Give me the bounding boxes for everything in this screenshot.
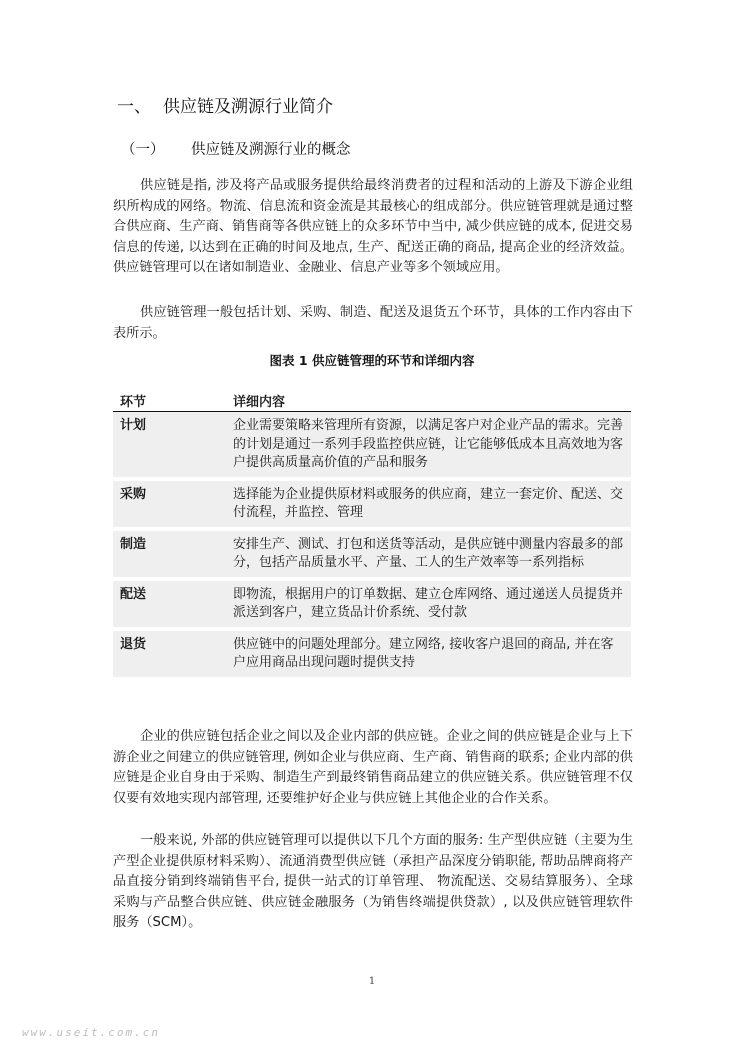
column-header-stage: 环节 [113, 389, 226, 412]
stage-cell: 退货 [113, 631, 226, 677]
page-number: 1 [368, 976, 376, 987]
table-caption: 图表 1 供应链管理的环节和详细内容 [269, 353, 475, 368]
watermark-text: www.useit.com.cn [22, 1026, 160, 1039]
section-number: 一、 [117, 97, 151, 117]
subsection-heading [121, 138, 351, 159]
column-header-detail: 详细内容 [226, 389, 631, 412]
section-title: 供应链及溯源行业简介 [163, 97, 333, 117]
stage-cell: 配送 [113, 581, 226, 627]
stage-cell: 采购 [113, 481, 226, 527]
paragraph-services: 一般来说, 外部的供应链管理可以提供以下几个方面的服务: 生产型供应链（主要为生产型企业提供原材料采购）、流通消费型供应链（承担产品深度分销职能, 帮助品牌商将产品直接分销到终端销售平台, 提供一站式的订单管理、 物流配送、交易结算服务）、全球采购与产品整合供应链、供应链金融服务（为销售终端提供贷款）, 以及供应链管理软件服务（SCM）。 [113, 833, 633, 931]
table-header-row [113, 389, 631, 412]
subsection-number: （一） [121, 142, 165, 158]
stage-cell: 计划 [113, 412, 226, 477]
section-heading [117, 92, 333, 117]
paragraph-definition: 供应链是指, 涉及将产品或服务提供给最终消费者的过程和活动的上游及下游企业组织所构成的网络。物流、信息流和资金流是其最核心的组成部分。供应链管理就是通过整合供应商、生产商、销售商等各供应链上的众多环节中当中, 减少供应链的成本, 促进交易信息的传递, 以达到在正确的时间及地点, 生产、配送正确的商品, 提高企业的经济效益。供应链管理可以在诸如制造业、金融业、信息产业等多个领域应用。 [113, 178, 633, 276]
table-row [113, 412, 631, 477]
table-row [113, 581, 631, 627]
paragraph-internal-external: 企业的供应链包括企业之间以及企业内部的供应链。企业之间的供应链是企业与上下游企业之间建立的供应链管理, 例如企业与供应商、生产商、销售商的联系; 企业内部的供应链是企业自身由于采购、制造生产到最终销售商品建立的供应链关系。供应链管理不仅仅要有效地实现内部管理, 还要维护好企业与供应链上其他企业的合作关系。 [113, 729, 633, 806]
detail-cell: 选择能为企业提供原材料或服务的供应商，建立一套定价、配送、交付流程，并监控、管理 [226, 481, 631, 527]
detail-cell: 安排生产、测试、打包和送货等活动，是供应链中测量内容最多的部分，包括产品质量水平、产量、工人的生产效率等一系列指标 [226, 531, 631, 577]
detail-cell: 供应链中的问题处理部分。建立网络, 接收客户退回的商品, 并在客户应用商品出现问题时提供支持 [226, 631, 631, 677]
paragraph-table-intro: 供应链管理一般包括计划、采购、制造、配送及退货五个环节，具体的工作内容由下表所示。 [113, 305, 633, 341]
subsection-title: 供应链及溯源行业的概念 [191, 142, 351, 158]
detail-cell: 即物流，根据用户的订单数据、建立仓库网络、通过递送人员提货并派送到客户，建立货品计价系统、受付款 [226, 581, 631, 627]
table-row [113, 631, 631, 677]
table-row [113, 481, 631, 527]
detail-cell: 企业需要策略来管理所有资源，以满足客户对企业产品的需求。完善的计划是通过一系列手段监控供应链，让它能够低成本且高效地为客户提供高质量高价值的产品和服务 [226, 412, 631, 477]
supply-chain-table [113, 389, 631, 677]
table-row [113, 531, 631, 577]
stage-cell: 制造 [113, 531, 226, 577]
